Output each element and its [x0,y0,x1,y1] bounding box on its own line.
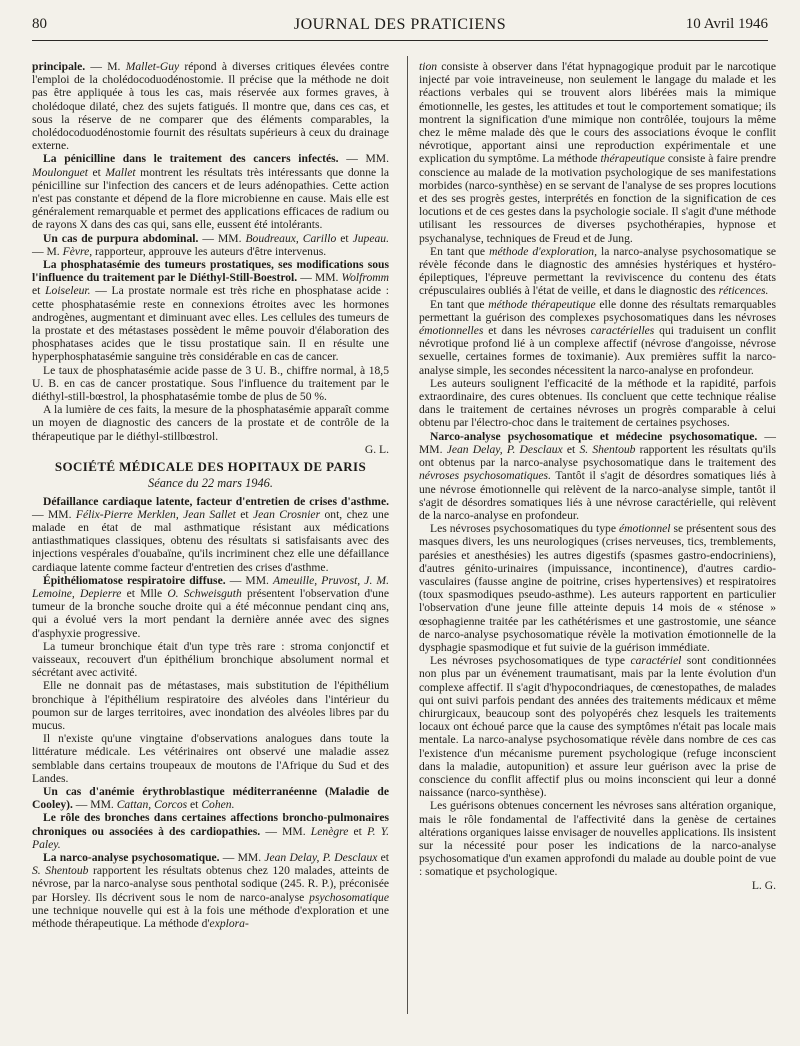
paragraph: Narco-analyse psychosomatique et médecine psychosomatique. — MM. Jean Delay, P. Desclaux et S. Shentoub rapportent les résultats qu'ils ont obtenus par la narco-analyse psychosomatique dans le traitement des névroses psychosomatiques. Tantôt il s'agit de désordres somatiques liés à une névrose émotionnelle qui relèvent de la narco-analyse simple, tantôt il s'agit de désordres somatiques liés à une névrose caractérielle, qui relèvent de la narco-analyse en profondeur. [419,429,776,522]
right-column [419,60,776,892]
page-number: 80 [32,16,47,32]
paragraph: Défaillance cardiaque latente, facteur d'entretien de crises d'asthme. — MM. Félix-Pierre Merklen, Jean Sallet et Jean Crosnier ont, chez une malade en état de mal asthmatique résistant aux médications antiasthmatiques classiques, obtenu des résultats si satisfaisants avec des injections vespérales d'ouabaïne, qu'ils incriminent chez elle une défaillance cardiaque latente comme facteur d'entretien des crises d'asthme. [32,494,389,574]
issue-date: 10 Avril 1946 [685,16,768,32]
paragraph: Elle ne donnait pas de métastases, mais substitution de l'épithélium bronchique à l'épithélium respiratoire des alvéoles dans l'intérieur du poumon sur de larges territoires, avec inondation des alvéoles libres par du mucus. [32,679,389,732]
column-divider [407,56,408,1014]
session-date: Séance du 22 mars 1946. [148,476,273,491]
left-column [32,60,389,930]
paragraph: Les guérisons obtenues concernent les névroses sans altération organique, mais le rôle fondamental de l'affectivité dans la genèse de certaines altérations organiques laisse envisager de nouvelles applications. Ils insistent sur la nécessité pour poser les indications de la narco-analyse psychosomatique d'un examen approfondi du malade au double point de vue : somatique et psychologique. [419,799,776,879]
paragraph: Il n'existe qu'une vingtaine d'observations analogues dans toute la littérature médicale. Les vétérinaires ont observé une maladie assez semblable dans certains troupeaux de moutons de l'Afrique du Sud et des Landes. [32,732,389,785]
signature: G. L. [364,442,389,456]
paragraph: tion consiste à observer dans l'état hypnagogique produit par le narcotique injecté par voie intraveineuse, non seulement le langage du malade et les réactions verbales qui se trouvent alors libérées mais la mimique émotionnelle, les gestes, les attitudes et tout le comportement somatique; ils montrent la signification d'une mimique non contrôlée, toujours la même chez le même malade dès que le cours des associations évoque le conflit névrotique, apportant ainsi une reproduction expérimentale et une explication du symptôme. La méthode thérapeutique consiste à faire prendre conscience au malade de la motivation psychologique de ses manifestations morbides (narco-synthèse) en se servant de l'analyse de ses propres locutions et des ses progrès gestes, interprétés en fonction de la signification de ces locutions et de ces gestes dans la psychologie sociale. Il s'agit d'une méthode utilisant les ressources de diverses psychothérapies, hypnose et psychanalyse, techniques de Freud et de Jung. [419,60,776,245]
paragraph: La tumeur bronchique était d'un type très rare : stroma conjonctif et vaisseaux, recouvert d'un épithélium bronchique absolument normal et sécrétant avec activité. [32,639,389,680]
paragraph: Les auteurs soulignent l'efficacité de la méthode et la rapidité, parfois extraordinaire, des cures obtenues. Ils concluent que cette technique réalise dans le traitement de certaines névroses un progrès comparable à celui obtenu par l'électro-choc dans le traitement de certaines psychoses. [419,376,776,430]
paragraph: La pénicilline dans le traitement des cancers infectés. — MM. Moulonguet et Mallet montrent les résultats très intéressants que donne la pénicilline sur l'infection des cancers et de leurs adénopathies. Cette action n'est pas constante et dépend de la flore microbienne en cause. Mais elle est généralement remarquable et permet des applications efficaces de radium ou de rayons X dans des cas qui, sans elle, eussent été intolérants. [32,152,389,232]
paragraph: Le taux de phosphatasémie acide passe de 3 U. B., chiffre normal, à 18,5 U. B. en cas de cancer prostatique. Sous l'influence du traitement par le diéthyl-still-bœstrol, la phosphatasémie tombe de plus de 50 %. [32,363,389,404]
paragraph: La narco-analyse psychosomatique. — MM. Jean Delay, P. Desclaux et S. Shentoub rapportent les résultats obtenus chez 120 malades, atteints de névrose, par la narco-analyse sous penthotal sodique (245. R. P.), préconisée par Horsley. Ils décrivent sous le nom de narco-analyse psychosomatique une technique nouvelle qui est à la fois une méthode d'exploration et une méthode thérapeutique. La méthode d'explora- [32,850,390,930]
paragraph: A la lumière de ces faits, la mesure de la phosphatasémie apparaît comme un moyen de diagnostic des cancers de la prostate et de contrôle de la thérapeutique par le diéthyl-stillbœstrol. [32,403,389,443]
signature: L. G. [751,878,776,892]
paragraph: La phosphatasémie des tumeurs prostatiques, ses modifications sous l'influence du traitement par le Diéthyl-Still-Boestrol. — MM. Wolfromm et Loiseleur. — La prostate normale est très riche en phosphatase acide : cette phosphatasémie reste en connexions étroites avec les hormones androgènes, augmentant et diminuant avec elles. Les cellules des tumeurs de la prostate et des métastases possèdent le même pouvoir d'élaboration des phosphatases acides que le tissu prostatique sain. Il en résulte une hyperphosphatasémie sanguine très considérable en cas de cancer. [32,258,390,364]
page-header [32,12,768,41]
paragraph: Le rôle des bronches dans certaines affections broncho-pulmonaires chroniques ou associées à des cardiopathies. — MM. Lenègre et P. Y. Paley. [32,811,389,851]
paragraph: Les névroses psychosomatiques de type caractériel sont conditionnées non plus par un événement traumatisant, mais par la lente évolution d'un complexe affectif. Il s'agit d'hypocondriaques, de cœnestopathes, de malades qui ont suivi parfois pendant des années des traitements médicaux et même chirurgicaux, beaucoup sont des polyopérés chez lesquels les traitements locaux ont échoué parce que la cause des symptômes n'était pas locale mais mentale. La narco-analyse psychosomatique révèle dans nombre de ces cas l'existence d'un mécanisme purement psychologique (refuge inconscient dans la maladie, autopunition) et assure leur guérison avec la prise de conscience du conflit affectif plus ou moins inconscient qui leur a donné naissance (narco-synthèse). [419,654,776,800]
paragraph: principale. — M. Mallet-Guy répond à diverses critiques élevées contre l'emploi de la cholédocoduodénostomie. Il précise que la méthode ne doit pas être appliquée à tous les cas, mais réservée aux formes graves, à cholédoque dilaté, chez des sujets fatigués. Il montre que, dans ces cas, et sous la réserve de ne comparer que des éléments comparables, la cholédocoduodénostomie fournit des résultats supérieurs à ceux du drainage externe. [32,60,389,153]
paragraph: Les névroses psychosomatiques du type émotionnel se présentent sous des masques divers, les uns neurologiques (crises nerveuses, tics, tremblements, parésies et anesthésies) les autres digestifs (spasmes gastro-endocriniens), d'autres génito-urinaires (impuissance, incontinence), d'autres cardio-vasculaires (fausse angine de poitrine, crises hypertensives) et respiratoires (toux spasmodiques pseudo-asthme). Les auteurs rapportent en particulier l'observation d'une jeune fille atteinte depuis 14 mois de « sténose » œsophagienne traitée par les cathétérismes et une gastrostomie, une séance de narco-analyse psychosomatique révèle la motivation émotionnelle de la dysphagie spasmodique et fut suivie de la guérison immédiate. [419,522,776,654]
paragraph: Un cas de purpura abdominal. — MM. Boudreaux, Carillo et Jupeau. — M. Fèvre, rapporteur, approuve les auteurs d'être intervenus. [32,231,389,258]
section-title: SOCIÉTÉ MÉDICALE DES HOPITAUX DE PARIS [54,459,367,475]
paragraph: Épithéliomatose respiratoire diffuse. — MM. Ameuille, Pruvost, J. M. Lemoine, Depierre et Mlle O. Schweisguth présentent l'observation d'une tumeur de la bronche souche droite qui a été méconnue pendant cinq ans, qui a évolué vers la mort pendant la dernière année avec des signes d'asphyxie progressive. [32,573,389,640]
paragraph: Un cas d'anémie érythroblastique méditerranéenne (Maladie de Cooley). — MM. Cattan, Corcos et Cohen. [32,784,389,812]
paragraph: En tant que méthode thérapeutique elle donne des résultats remarquables permettant la guérison des complexes psychosomatiques dans les névroses émotionnelles et dans les névroses caractérielles qui traduisent un conflit névrotique profond lié à un complexe affectif (névrose d'angoisse, névrose sexuelle, certaines formes de toximanie). Aux premières suffit la narco-analyse simple, les secondes nécessitent la narco-analyse en profondeur. [419,297,776,377]
paragraph: En tant que méthode d'exploration, la narco-analyse psychosomatique se révèle féconde dans le diagnostic des amnésies hystériques et hystéro-épileptiques, l'épreuve permettant la reviviscence du contenu des états crépusculaires oubliés à l'état de veille, et dans le diagnostic des réticences. [419,244,776,298]
journal-title: JOURNAL DES PRATICIENS [293,16,507,33]
